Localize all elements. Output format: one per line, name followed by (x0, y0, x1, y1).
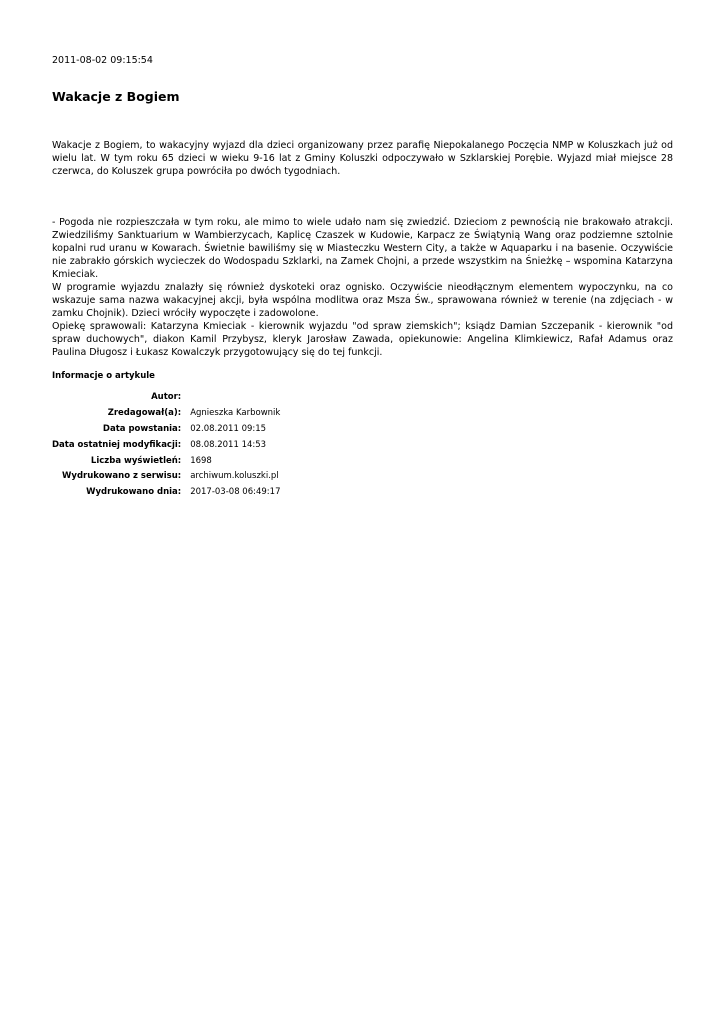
info-value: Agnieszka Karbownik (190, 408, 281, 419)
info-value: archiwum.koluszki.pl (190, 471, 279, 482)
info-row-printed-from (52, 469, 280, 485)
info-row-created (52, 422, 280, 438)
info-label: Zredagował(a): (107, 408, 182, 419)
info-label: Wydrukowano z serwisu: (62, 471, 182, 482)
info-row-views (52, 453, 280, 469)
info-label: Data powstania: (102, 423, 182, 434)
info-label: Autor: (151, 392, 182, 403)
article-paragraph-caretakers: Opiekę sprawowali: Katarzyna Kmieciak - kierownik wyjazdu "od spraw ziemskich"; ksiądz Damian Szczepanik - kierownik "od spraw duchowych", diakon Kamil Przybysz, kleryk Jarosław Zawada, opiekunowie: Angelina Klimkiewicz, Rafał Adamus oraz Paulina Długosz i Łukasz Kowalczyk przygotowujący się do tej funkcji. (52, 321, 673, 358)
article-info-heading: Informacje o artykule (52, 371, 155, 381)
info-label: Liczba wyświetleń: (90, 455, 182, 466)
info-value: 2017-03-08 06:49:17 (190, 487, 281, 498)
info-value: 02.08.2011 09:15 (190, 423, 267, 434)
info-value (190, 390, 280, 406)
info-row-author (52, 390, 280, 406)
article-paragraph-intro: Wakacje z Bogiem, to wakacyjny wyjazd dla dzieci organizowany przez parafię Niepokalanego Poczęcia NMP w Koluszkach już od wielu lat. W tym roku 65 dzieci w wieku 9-16 lat z Gminy Koluszki odpoczywało w Szklarskiej Porębie. Wyjazd miał miejsce 28 czerwca, do Koluszek grupa powróciła po dwóch tygodniach. (52, 140, 673, 177)
info-label: Data ostatniej modyfikacji: (52, 439, 182, 450)
info-value: 08.08.2011 14:53 (190, 439, 267, 450)
info-row-modified (52, 437, 280, 453)
publish-timestamp: 2011-08-02 09:15:54 (52, 55, 153, 66)
article-title: Wakacje z Bogiem (52, 89, 180, 104)
info-row-printed-on (52, 485, 280, 501)
info-label: Wydrukowano dnia: (86, 487, 182, 498)
info-value: 1698 (190, 455, 212, 466)
info-row-editor (52, 406, 280, 422)
article-info-table (52, 390, 280, 501)
article-paragraph-quote: - Pogoda nie rozpieszczała w tym roku, ale mimo to wiele udało nam się zwiedzić. Dzieciom z pewnością nie brakowało atrakcji. Zwiedziliśmy Sanktuarium w Wambierzycach, Kaplicę Czaszek w Kudowie, Karpacz ze Świątynią Wang oraz podziemne sztolnie kopalni rud uranu w Kowarach. Świetnie bawiliśmy się w Miasteczku Western City, a także w Aquaparku i na basenie. Oczywiście nie zabrakło górskich wycieczek do Wodospadu Szklarki, na Zamek Chojni, a przede wszystkim na Śnieżkę – wspomina Katarzyna Kmieciak. W programie wyjazdu znalazły się również dyskoteki oraz ognisko. Oczywiście nieodłącznym elementem wypoczynku, na co wskazuje sama nazwa wakacyjnej akcji, była wspólna modlitwa oraz Msza Św., sprawowana również w terenie (na zdjęciach - w zamku Chojnik). Dzieci wróciły wypoczęte i zadowolone. (52, 217, 673, 319)
